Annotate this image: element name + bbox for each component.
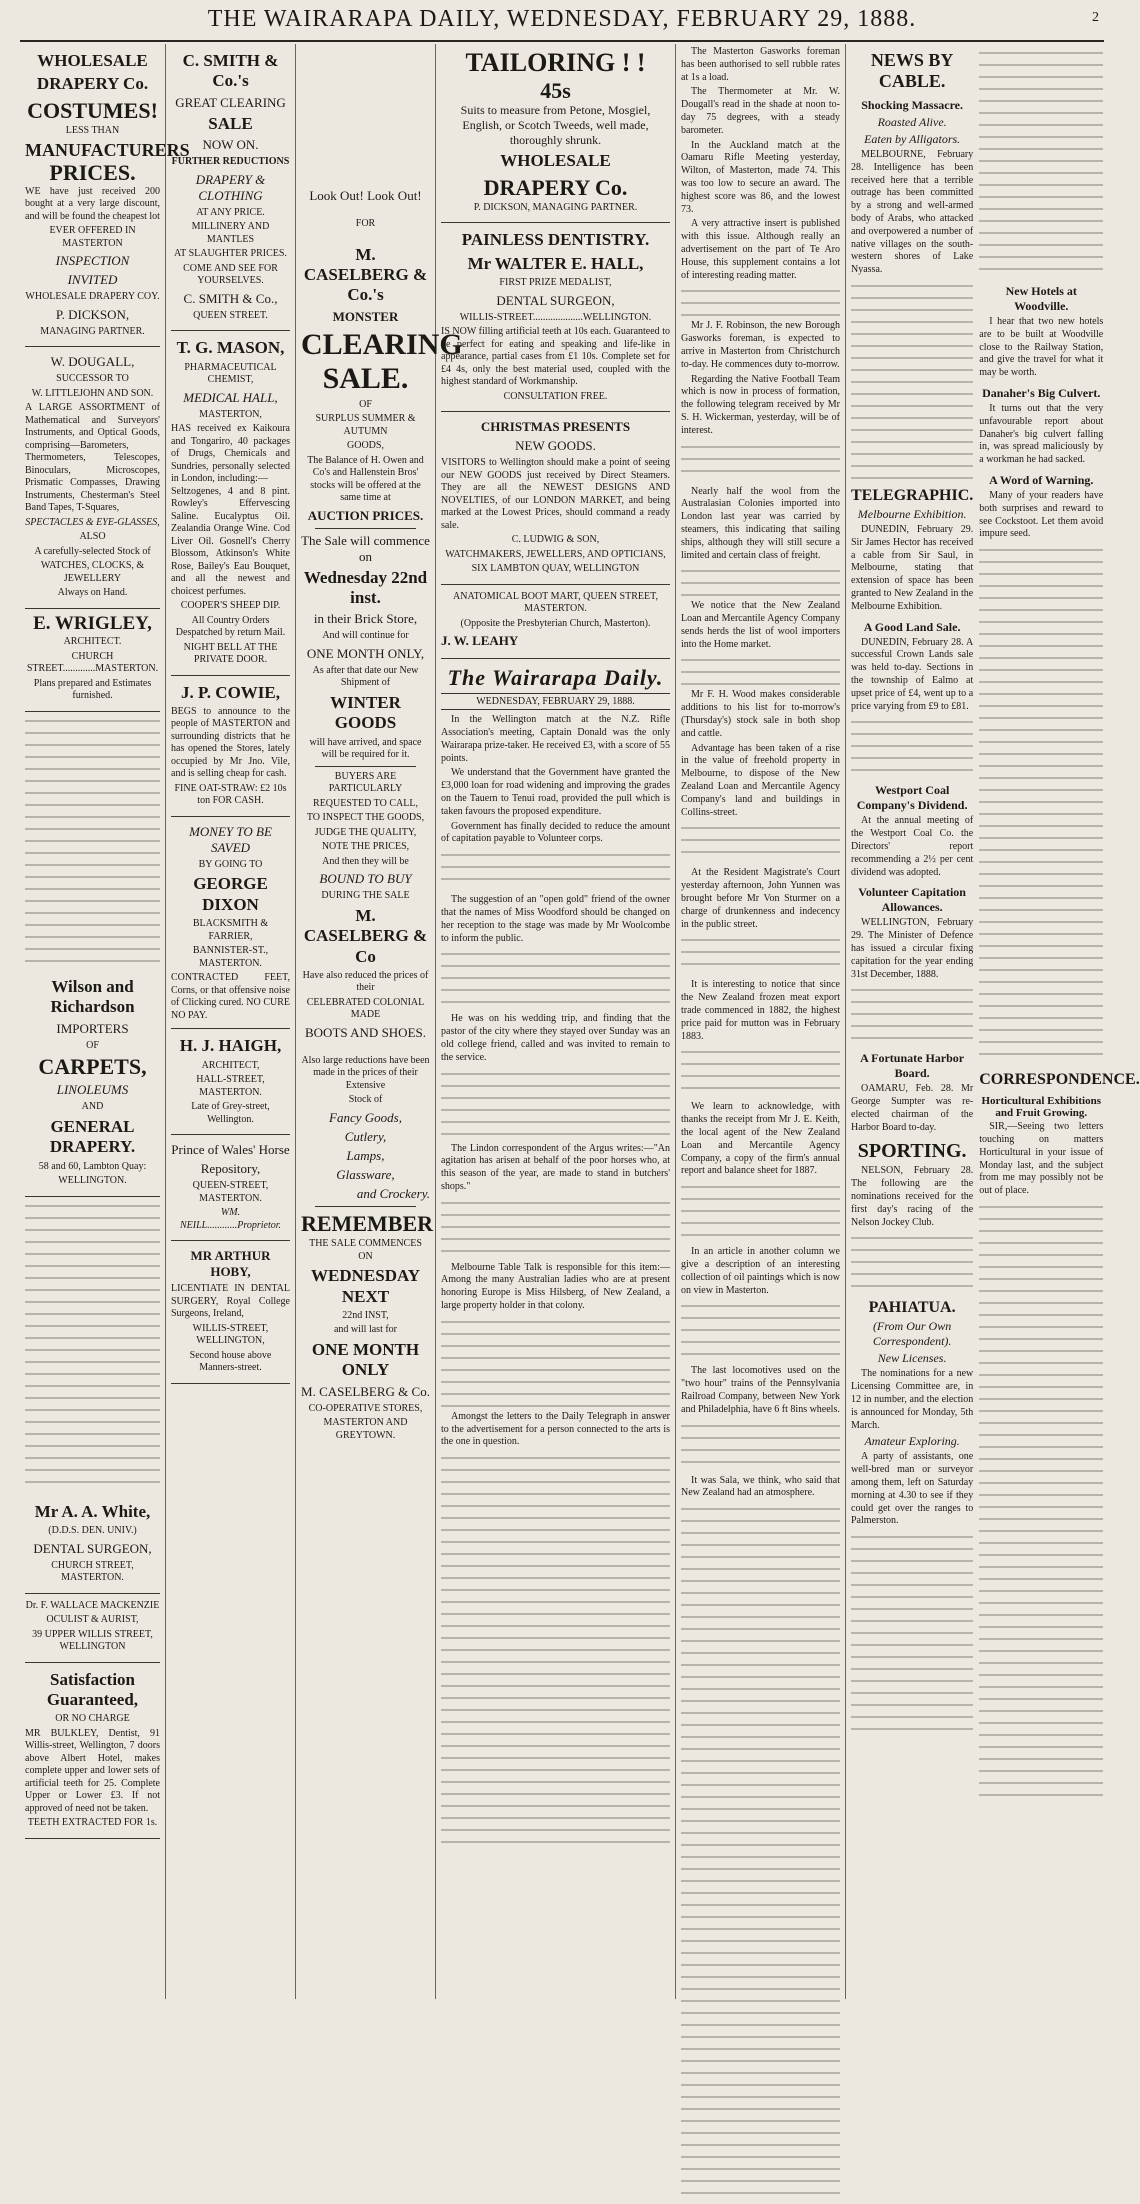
column-3 — [296, 44, 463, 1999]
section-heading: PAHIATUA. — [868, 1299, 956, 1317]
ad-mason — [171, 331, 290, 675]
ad-line: AT ANY PRICE. — [196, 206, 265, 218]
news-paragraph: It turns out that the very unfavourable report about Danaher's big culvert falling in, was spread maliciously by a workman he had sacked. — [979, 402, 1104, 466]
ad-line: Always on Hand. — [57, 587, 128, 599]
ad-line: ARCHITECT. — [63, 636, 122, 648]
ad-line: Second house above Manners-street. — [189, 1349, 272, 1374]
ad-body: Seltzogenes, 4 and 8 pint. Rowley's Effervescing Saline. Eucalyptus Oil. Zealandia Orange Wine. Cod Liver Oil. Gosnell's Cherry Blossom, Atkinson's White Rose, Bailey's Eau Bouquet, and all the newest and choicest perfumes. — [171, 485, 290, 597]
ad-line: (Opposite the Presbyterian Church, Masterton). — [460, 617, 651, 629]
text-filler — [681, 935, 840, 975]
ad-line: W. LITTLEJOHN AND SON. — [31, 387, 154, 399]
ad-line: THE SALE COMMENCES ON — [309, 1238, 422, 1262]
ad-line: AND — [81, 1101, 104, 1113]
text-filler — [681, 1421, 840, 1471]
ad-painless-dentistry — [441, 223, 670, 412]
news-paragraph: Mr J. F. Robinson, the new Borough Gasworks foreman, is expected to arrive in Masterton from Christchurch to-day. He commences duty to-morrow. — [681, 320, 840, 370]
ad-line: OCULIST & AURIST, — [46, 1614, 139, 1626]
ad-line: QUEEN-STREET, MASTERTON. — [192, 1180, 269, 1204]
ad-line: EVER OFFERED IN MASTERTON — [49, 225, 136, 249]
news-paragraph: It is interesting to notice that since the New Zealand frozen meat export trade commenced in 1882, the highest price paid for mutton was in February 1883. — [681, 979, 840, 1042]
ad-line: BY GOING TO — [198, 858, 263, 870]
column-6 — [846, 44, 1140, 1999]
text-filler — [979, 1202, 1103, 1802]
ad-wilson-richardson — [25, 970, 160, 1197]
section-heading: TELEGRAPHIC. — [851, 486, 974, 504]
news-paragraph: Regarding the Native Football Team which is now in process of formation, the following telegram received by Mr S. H. Wickerman, yesterday, will be of interest. — [681, 373, 840, 436]
masthead-title: THE WAIRARAPA DAILY, WEDNESDAY, FEBRUARY 29, 1888. — [207, 6, 917, 32]
text-filler — [681, 1301, 840, 1361]
text-filler — [681, 442, 840, 482]
ad-line: Have also reduced the prices of their — [302, 969, 429, 994]
section-heading: A Fortunate Harbor Board. — [860, 1051, 965, 1081]
ad-line: P. DICKSON, MANAGING PARTNER. — [473, 201, 638, 213]
text-filler — [681, 1182, 840, 1242]
ad-line: M. CASELBERG & Co — [303, 905, 428, 966]
ad-line: WHOLESALE — [500, 151, 611, 171]
ad-line: in their Brick Store, — [313, 611, 418, 627]
section-heading: Horticultural Exhibitions and Fruit Growing. — [981, 1095, 1101, 1120]
news-paragraph: He was on his wedding trip, and finding that the pastor of the city where they stayed over Sunday was an old college friend, called and was invited to remain to the service. — [441, 1013, 670, 1063]
ad-line: GOODS, — [347, 440, 384, 452]
ad-line: MEDICAL HALL, — [183, 389, 278, 405]
ad-line: MANAGING PARTNER. — [40, 325, 145, 337]
ad-line: Late of Grey-street, Wellington. — [191, 1101, 270, 1125]
ad-christmas-presents — [441, 412, 670, 585]
ad-headline: REMEMBER — [301, 1210, 433, 1236]
ad-line: Dr. F. WALLACE MACKENZIE — [25, 1599, 160, 1611]
ad-line: MR ARTHUR HOBY, — [190, 1248, 271, 1280]
news-paragraph: The suggestion of an "open gold" friend of the owner that the names of Miss Woodford should be changed on her reception to the stage was made by Mr Woolcombe to inform the public. — [441, 894, 670, 944]
ad-line: Wilson and Richardson — [50, 976, 135, 1017]
text-filler — [25, 716, 160, 966]
ad-line: Mr A. A. White, — [34, 1501, 151, 1521]
text-filler — [441, 1453, 670, 1853]
ad-line: (D.D.S. DEN. UNIV.) — [48, 1525, 137, 1537]
text-filler — [681, 823, 840, 863]
section-heading: CORRESPONDENCE. — [979, 1071, 1140, 1089]
news-paragraph: WELLINGTON, February 29. The Minister of Defence has issued a circular fixing capitation for the year ending 31st December, 1888. — [851, 917, 974, 980]
ad-line: BUYERS ARE PARTICULARLY — [328, 770, 403, 795]
ad-line: COME AND SEE FOR YOURSELVES. — [183, 262, 278, 287]
issue-date: WEDNESDAY, FEBRUARY 29, 1888. — [441, 693, 670, 710]
section-subheading: Eaten by Alligators. — [864, 132, 961, 146]
ad-line: TEETH EXTRACTED FOR 1s. — [27, 1817, 158, 1829]
news-paragraph: Government has finally decided to reduce the amount of capitation payable to Volunteer corps. — [441, 820, 670, 845]
ad-line: HALL-STREET, MASTERTON. — [196, 1074, 265, 1098]
news-paragraph: OAMARU, Feb. 28. Mr George Sumpter was re-elected chairman of the Harbor Board to-day. — [851, 1083, 974, 1133]
ad-line: PAINLESS DENTISTRY. — [461, 230, 650, 250]
news-paragraph: At the annual meeting of the Westport Coal Co. the Directors' report recommending a 2½ per cent dividend was adopted. — [851, 815, 974, 878]
ad-line: And will continue for — [322, 630, 409, 642]
news-paragraph: The Masterton Gasworks foreman has been authorised to sell rubble rates at 1s a load. — [681, 46, 840, 83]
ad-line: DRAPERY Co. — [36, 74, 149, 94]
ad-line: GREAT CLEARING — [175, 94, 286, 110]
ad-line: 22nd INST, — [342, 1309, 389, 1321]
ad-line: IMPORTERS — [56, 1020, 129, 1036]
ad-wrigley — [25, 609, 160, 712]
ad-line: P. DICKSON, — [55, 306, 130, 322]
ad-line: AT SLAUGHTER PRICES. — [174, 248, 287, 260]
column-6b — [979, 44, 1140, 1999]
ad-line: Fancy Goods, — [329, 1109, 402, 1125]
ad-line: NOW ON. — [202, 137, 259, 153]
ad-line: NIGHT BELL AT THE PRIVATE DOOR. — [183, 641, 278, 666]
ad-line: DRAPERY & CLOTHING — [195, 171, 266, 203]
section-subheading: (From Our Own Correspondent). — [872, 1319, 952, 1349]
ad-line: WILLIS-STREET, WELLINGTON, — [192, 1322, 269, 1347]
ad-body: LICENTIATE IN DENTAL SURGERY, Royal College Surgeons, Ireland, — [171, 1283, 290, 1320]
news-paragraph: We learn to acknowledge, with thanks the receipt from Mr J. E. Keith, the local agent of the New Zealand Loan and Mercantile Agency Company, a copy of the firm's annual report and balance sheet for 1887. — [681, 1101, 840, 1177]
ad-body: HAS received ex Kaikoura and Tongariro, 40 packages of Drugs, Chemicals and Sundries, personally selected in London, including:— — [171, 423, 290, 485]
news-paragraph: SIR,—Seeing two letters touching on matters Horticultural in your issue of Monday last, and the subject from me may possibly not be out of place. — [979, 1121, 1104, 1197]
newspaper-flag: The Wairarapa Daily. — [447, 665, 664, 691]
ad-headline: CARPETS, — [38, 1054, 147, 1080]
ad-line: CO-OPERATIVE STORES, — [308, 1402, 423, 1414]
column-2 — [166, 44, 296, 1999]
ad-line: WELLINGTON. — [58, 1175, 127, 1187]
ad-line: ALSO — [79, 531, 106, 543]
ad-line: Cutlery, — [344, 1128, 387, 1144]
news-paragraph: We understand that the Government have granted the £3,000 loan for road widening and improving the grades on the Tauern to Tenui road, provided the pull which is taken favours the proposed expenditure. — [441, 767, 670, 817]
ad-line: PHARMACEUTICAL CHEMIST, — [184, 361, 277, 386]
ad-line: AUCTION PRICES. — [307, 507, 424, 523]
ad-line: Repository, — [200, 1161, 261, 1177]
ad-dougall — [25, 347, 160, 609]
ad-line: INSPECTION — [55, 253, 130, 269]
section-heading: A Word of Warning. — [989, 472, 1094, 487]
ad-headline: E. WRIGLEY, — [33, 612, 152, 634]
ad-line: CELEBRATED COLONIAL MADE — [306, 996, 425, 1021]
ad-satisfaction — [25, 1663, 160, 1839]
section-heading: Volunteer Capitation Allowances. — [858, 885, 966, 915]
ad-line: REQUESTED TO CALL, — [313, 797, 418, 809]
section-heading: NEWS BY CABLE. — [870, 50, 954, 91]
ad-line: SUCCESSOR TO — [56, 373, 129, 385]
news-paragraph: Many of your readers have both surprises and reward to see Cockstoot. Let them avoid impure seed. — [979, 489, 1104, 540]
ad-mackenzie — [25, 1594, 160, 1663]
ad-line: 58 and 60, Lambton Quay: — [38, 1160, 147, 1172]
text-filler — [25, 1201, 160, 1491]
ad-body: VISITORS to Wellington should make a point of seeing our NEW GOODS just received by Direct Steamers. They are all the NEWEST DESIGNS AND NOVELTIES, of our LONDON MARKET, and being marked at the Lowest Prices, should command a ready sale. — [441, 457, 670, 531]
ad-line: and will last for — [333, 1324, 398, 1336]
ad-line: H. J. HAIGH, — [179, 1036, 282, 1056]
news-paragraph: It was Sala, we think, who said that New Zealand had an atmosphere. — [681, 1474, 840, 1499]
ad-line: MASTERTON, — [199, 408, 262, 420]
ad-line: TO INSPECT THE GOODS, — [306, 812, 425, 824]
ad-line: And then they will be — [322, 855, 409, 867]
news-paragraph: In the Auckland match at the Oamaru Rifle Meeting yesterday, Wilton, of Masterton, made 74. This was too low to secure an award. The highest score was 86, and the lowest 73. — [681, 139, 840, 215]
ad-line: WM. NEILL............Proprietor. — [179, 1207, 282, 1231]
column-1 — [20, 44, 190, 1999]
ad-line: OF — [359, 398, 372, 410]
ad-body: BEGS to announce to the people of MASTERTON and surrounding districts that he has opened the Stores, lately occupied by Mr Jno. Vile, and is selling cheap for cash. — [171, 705, 290, 780]
ad-boot-mart — [441, 585, 670, 660]
ad-line: WEDNESDAY NEXT — [311, 1266, 420, 1306]
ad-line: BANNISTER-ST., MASTERTON. — [192, 945, 269, 969]
ad-line: QUEEN STREET. — [193, 309, 268, 321]
news-paragraph: DUNEDIN, February 29. Sir James Hector has received a cable from Sir Saul, in Melbourne, stating that extension of space has been granted to New Zealand in the Melbourne Exhibition. — [851, 523, 974, 612]
news-paragraph: Mr F. H. Wood makes considerable additions to his list for to-morrow's (Thursday's) stock sale in both shop and cattle. — [681, 689, 840, 739]
ad-c-smith — [171, 44, 290, 331]
ad-white-dentist — [25, 1495, 160, 1594]
ad-tailoring — [441, 44, 670, 223]
text-filler — [441, 1069, 670, 1139]
ad-line: BOOTS AND SHOES. — [305, 1024, 426, 1040]
ad-line: C. SMITH & Co.'s — [182, 51, 279, 91]
news-paragraph: DUNEDIN, February 28. A successful Crown Lands sale was held to-day. Sections in the township of Ealmo at upset price of £4, went up to a price varying from £9 to £81. — [851, 636, 974, 712]
column-4 — [436, 44, 676, 1999]
section-subheading: Amateur Exploring. — [864, 1434, 960, 1449]
ad-line: M. CASELBERG & Co.'s — [303, 244, 428, 305]
ad-line: FURTHER REDUCTIONS — [171, 156, 290, 168]
ad-line: SIX LAMBTON QUAY, WELLINGTON — [471, 563, 640, 575]
ad-line: Wednesday 22nd inst. — [303, 567, 428, 608]
ad-line: M. CASELBERG & Co. — [301, 1383, 430, 1399]
news-paragraph: The Lindon correspondent of the Argus writes:—"An agitation has arisen at behalf of the poor horses who, at this season of the year, are made to stand in butchers' shops." — [441, 1142, 670, 1192]
ad-line: DENTAL SURGEON, — [33, 1540, 152, 1556]
ad-line: CONSULTATION FREE. — [503, 390, 608, 402]
section-heading: Danaher's Big Culvert. — [982, 385, 1101, 400]
ad-line: Glassware, — [336, 1166, 395, 1182]
news-paragraph: NELSON, February 28. The following are the nominations received for the first day's racing of the Nelson Jockey Club. — [851, 1165, 974, 1228]
text-filler — [681, 1504, 840, 2204]
ad-line: CHRISTMAS PRESENTS — [480, 419, 631, 435]
text-filler — [681, 566, 840, 596]
news-paragraph: The nominations for a new Licensing Committee are, in 12 in number, and the election is announced for Monday, 5th March. — [851, 1368, 974, 1431]
page-number: 2 — [1092, 10, 1100, 25]
news-paragraph: The last locomotives used on the "two hour" trains of the Pennsylvania Railroad Company, between New York and Philadelphia, have 6 ft 8ins wheels. — [681, 1365, 840, 1415]
text-filler — [851, 717, 973, 777]
news-paragraph: Amongst the letters to the Daily Telegraph in answer to the advertisement for a person connected to the arts is the one in question. — [441, 1410, 670, 1448]
ad-headline: TAILORING ! ! — [465, 48, 646, 77]
ad-line: COOPER'S SHEEP DIP. — [180, 600, 281, 612]
ad-line: MONSTER — [332, 308, 399, 324]
text-filler — [979, 48, 1103, 278]
text-filler — [979, 545, 1103, 1065]
text-filler — [681, 1047, 840, 1097]
ad-body: A LARGE ASSORTMENT of Mathematical and Surveyors' Instruments, and Optical Goods, comprising—Barometers, Thermometers, Telescopes, Binoculars, Microscopes, Prismatic Compasses, Drawing Instruments, Chesterman's Steel Band Tapes, T-Squares, — [25, 402, 160, 514]
ad-line: DENTAL SURGEON, — [496, 292, 615, 308]
text-filler — [851, 985, 973, 1045]
ad-line: JUDGE THE QUALITY, — [314, 826, 417, 838]
section-heading: New Hotels at Woodville. — [1005, 284, 1077, 313]
text-filler — [681, 655, 840, 685]
ad-line: J. P. COWIE, — [180, 682, 281, 702]
ad-body: CONTRACTED FEET, Corns, or that offensive noise of Clicking cured. NO CURE NO PAY. — [171, 972, 290, 1021]
ad-line: Mr WALTER E. HALL, — [467, 253, 644, 273]
ad-line: ONE MONTH ONLY, — [306, 645, 425, 661]
ad-haigh — [171, 1029, 290, 1135]
column-5 — [676, 44, 846, 1999]
ad-line: FOR — [355, 218, 376, 229]
ad-line: GEORGE DIXON — [193, 874, 268, 914]
ad-headline: CLEARING — [301, 327, 463, 361]
masthead — [20, 6, 1104, 42]
ad-line: and Crockery. — [356, 1185, 430, 1201]
news-paragraph: A very attractive insert is published with this issue. Although really an advertisement on the part of Te Aro House, this supplement contains a lot of interesting reading matter. — [681, 218, 840, 281]
ad-line: MONEY TO BE SAVED — [189, 823, 272, 855]
ad-line: WATCHES, CLOCKS, & JEWELLERY — [40, 560, 145, 584]
ad-line: OR NO CHARGE — [55, 1713, 130, 1725]
section-heading: A Good Land Sale. — [863, 619, 961, 634]
ad-line: Also large reductions have been made in the prices of their Extensive — [301, 1054, 430, 1091]
news-paragraph: Nearly half the wool from the Australasian Colonies imported into London last year was carried by steamers, this indicating that sailing ships, although they will still secure a limited and certain class of freight. — [681, 485, 840, 561]
ad-headline: PRICES. — [49, 160, 136, 186]
ad-cowie — [171, 676, 290, 817]
ad-line: LESS THAN — [65, 125, 120, 137]
ad-line: J. W. LEAHY — [441, 633, 519, 649]
news-paragraph: Advantage has been taken of a rise in the value of freehold property in Melbourne, to dispose of the New Zealand Loan and Mercantile Agency Company's land and buildings in Collins-street. — [681, 742, 840, 818]
ad-line: W. DOUGALL, — [50, 354, 135, 370]
text-filler — [851, 281, 973, 481]
ad-line: C. LUDWIG & SON, — [511, 534, 600, 546]
ad-body: IS NOW filling artificial teeth at 10s each. Guaranteed to be perfect for eating and speaking and life-like in appearance, partial cases from £1 10s. Complete set for £4 4s, only the best material used, coupled with the highest standard of Workmanship. — [441, 326, 670, 388]
ad-line: CHURCH STREET.............MASTERTON. — [26, 650, 159, 675]
section-subheading: Roasted Alive. — [877, 115, 947, 129]
ad-line: CHURCH STREET, MASTERTON. — [51, 1559, 134, 1584]
news-paragraph: We notice that the New Zealand Loan and Mercantile Agency Company sends herds the list of wool importers into the Home market. — [681, 600, 840, 650]
ad-line: ARCHITECT, — [201, 1059, 260, 1071]
section-subheading: Melbourne Exhibition. — [857, 506, 967, 521]
ad-headline: DRAPERY Co. — [483, 174, 628, 200]
ad-wholesale-drapery — [25, 44, 190, 347]
ad-line: NOTE THE PRICES, — [321, 841, 410, 853]
ad-headline: SALE. — [322, 362, 409, 396]
ad-hoby — [171, 1241, 290, 1384]
section-subheading: New Licenses. — [877, 1351, 947, 1366]
ad-line: Lamps, — [346, 1147, 385, 1163]
ad-line: 39 UPPER WILLIS STREET, WELLINGTON — [32, 1628, 153, 1653]
ad-line: Plans prepared and Estimates furnished. — [33, 677, 152, 702]
ad-line: WINTER GOODS — [330, 692, 401, 733]
ad-line: Stock of — [348, 1094, 383, 1106]
text-filler — [441, 949, 670, 1009]
ad-line: As after that date our New Shipment of — [312, 664, 419, 689]
ad-prince-of-wales — [171, 1135, 290, 1241]
text-filler — [681, 286, 840, 316]
ad-headline: 45s — [540, 77, 571, 103]
ad-line: GENERAL DRAPERY. — [49, 1116, 136, 1157]
ad-body: MR BULKLEY, Dentist, 91 Willis-street, Wellington, 7 doors above Albert Hotel, makes complete upper and lower sets of artificial teeth for 25. Complete Upper or Lower £3. If not approved of need not be taken. — [25, 1727, 160, 1814]
text-filler — [441, 850, 670, 890]
ad-line: SURPLUS SUMMER & AUTUMN — [315, 413, 416, 437]
ad-line: FIRST PRIZE MEDALIST, — [499, 277, 612, 289]
ad-body: WE have just received 200 bought at a very large discount, and will be found the cheapest lot — [25, 185, 160, 222]
news-paragraph: A party of assistants, one well-bred man or surveyor among them, left on Saturday morning at 4.30 to see if they could get over the ranges to Palmerston. — [851, 1451, 974, 1527]
ad-line: WHOLESALE — [37, 51, 148, 70]
ad-line: T. G. MASON, — [176, 338, 285, 358]
news-paragraph: I hear that two new hotels are to be built at Woodville close to the Railway Station, and give the travel for what it may be worth. — [979, 316, 1104, 379]
ad-line: ANATOMICAL BOOT MART, QUEEN STREET, MASTERTON. — [453, 590, 658, 615]
ad-line: DURING THE SALE — [321, 890, 410, 902]
ad-dixon — [171, 817, 290, 1029]
ad-caselberg — [301, 44, 463, 1450]
text-filler — [851, 1532, 973, 1732]
column-6a — [851, 44, 973, 1999]
ad-line: BLACKSMITH & FARRIER, — [192, 918, 269, 942]
ad-line: FINE OAT-STRAW: £2 10s ton FOR CASH. — [174, 782, 287, 807]
ad-line: SALE — [208, 113, 253, 133]
ad-line: INVITED — [67, 272, 118, 288]
section-heading: Westport Coal Company's Dividend. — [856, 783, 968, 813]
news-paragraph: In the Wellington match at the N.Z. Rifle Association's meeting, Captain Donald was the only Wairarapa prize-taker. He received £3, with a score of 55 points. — [441, 714, 670, 764]
section-heading: SPORTING. — [857, 1140, 967, 1163]
ad-line: will have arrived, and space will be required for it. — [309, 736, 422, 761]
news-paragraph: In an article in another column we give a description of an interesting collection of oil paintings which is now on view in Masterton. — [681, 1246, 840, 1296]
ad-line: Prince of Wales' Horse — [171, 1142, 290, 1158]
ad-line: LINOLEUMS — [56, 1082, 129, 1098]
ad-line: Satisfaction Guaranteed, — [46, 1669, 139, 1710]
ad-line: Look Out! Look Out! — [309, 188, 422, 203]
news-paragraph: The Thermometer at Mr. W. Dougall's read in the shade at noon to-day 75 degrees, with a steady barometer. — [681, 86, 840, 136]
ad-line: A carefully-selected Stock of — [34, 545, 151, 557]
ad-body: Suits to measure from Petone, Mosgiel, English, or Scotch Tweeds, well made, thoroughly shrunk. — [460, 103, 651, 148]
ad-line: SPECTACLES & EYE-GLASSES, — [25, 516, 160, 528]
section-heading: Shocking Massacre. — [861, 98, 964, 112]
ad-line: BOUND TO BUY — [319, 871, 412, 887]
text-filler — [441, 1317, 670, 1407]
text-filler — [851, 1233, 973, 1293]
ad-line: ONE MONTH ONLY — [311, 1339, 420, 1380]
ad-headline: MANUFACTURERS — [25, 139, 190, 160]
ad-body: The Balance of H. Owen and Co's and Hallenstein Bros' stocks will be offered at the same time at — [307, 454, 424, 504]
ad-line: C. SMITH & Co., — [183, 290, 278, 306]
ad-line: All Country Orders Despatched by return Mail. — [175, 614, 286, 639]
ad-line: OF — [86, 1039, 99, 1051]
ad-headline: COSTUMES! — [27, 97, 158, 123]
news-paragraph: MELBOURNE, February 28. Intelligence has been received here that a terrible outrage has been committed by a strong and well-armed body of Arabs, who attacked and overpowered a number of native villages on the south-western shores of Lake Nyassa. — [851, 149, 974, 276]
ad-line: WILLIS-STREET....................WELLINGTON. — [459, 311, 652, 323]
ad-line: NEW GOODS. — [515, 438, 596, 454]
ad-line: WHOLESALE DRAPERY COY. — [25, 291, 160, 303]
ad-line: MILLINERY AND MANTLES — [191, 221, 270, 245]
news-paragraph: At the Resident Magistrate's Court yesterday afternoon, John Yunnen was brought before Mr Von Sturmer on a charge of drunkenness and indecency in the public street. — [681, 867, 840, 930]
ad-line: MASTERTON AND GREYTOWN. — [323, 1417, 408, 1441]
text-filler — [441, 1198, 670, 1258]
ad-line: The Sale will commence on — [301, 532, 430, 564]
ad-line: WATCHMAKERS, JEWELLERS, AND OPTICIANS, — [445, 548, 666, 560]
news-paragraph: Melbourne Table Talk is responsible for this item:—Among the many Australian ladies who are at present honoring Europe is Miss Hilsberg, of New Zealand, a large property holder in that colony. — [441, 1261, 670, 1312]
